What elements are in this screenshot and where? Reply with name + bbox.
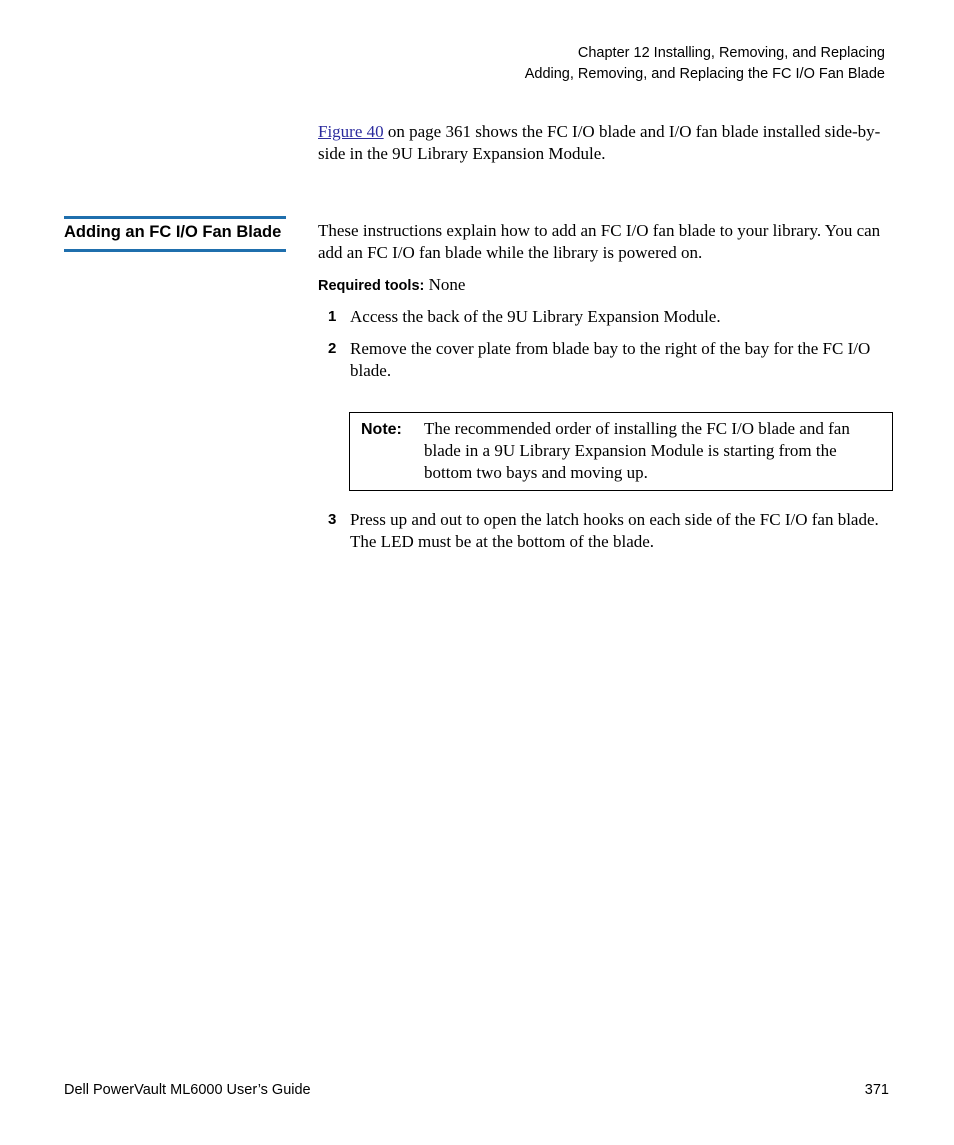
step-number: 1 [328,308,337,325]
running-header [525,43,885,85]
page-number: 371 [864,1082,889,1098]
required-tools-label: Required tools: [318,278,425,294]
step-1 [318,306,893,328]
section-heading: Adding an FC I/O Fan Blade [64,216,286,252]
step-2 [318,338,893,382]
note-box [349,412,893,491]
figure-link[interactable]: Figure 40 [318,122,384,141]
step-text: Access the back of the 9U Library Expansion Module. [350,307,721,326]
step-3 [318,509,893,553]
note-label: Note: [361,421,402,438]
intro-text: on page 361 shows the FC I/O blade and I/O fan blade installed side-by-side in the 9U Library Expansion Module. [318,122,881,163]
required-tools [318,274,465,297]
step-text: Press up and out to open the latch hooks on each side of the FC I/O fan blade. The LED must be at the bottom of the blade. [350,510,879,551]
intro-paragraph [318,121,898,165]
step-number: 2 [328,340,337,357]
header-chapter: Chapter 12 Installing, Removing, and Replacing [577,45,885,61]
footer-title: Dell PowerVault ML6000 User’s Guide [64,1082,311,1098]
required-tools-value: None [424,275,466,294]
step-text: Remove the cover plate from blade bay to the right of the bay for the FC I/O blade. [350,339,871,380]
note-text: The recommended order of installing the FC I/O blade and fan blade in a 9U Library Expansion Module is starting from the bottom two bays and moving up. [424,419,850,482]
body-paragraph: These instructions explain how to add an FC I/O fan blade to your library. You can add an FC I/O fan blade while the library is powered on. [318,221,881,262]
header-section: Adding, Removing, and Replacing the FC I/O Fan Blade [524,66,885,82]
step-number: 3 [328,511,337,528]
